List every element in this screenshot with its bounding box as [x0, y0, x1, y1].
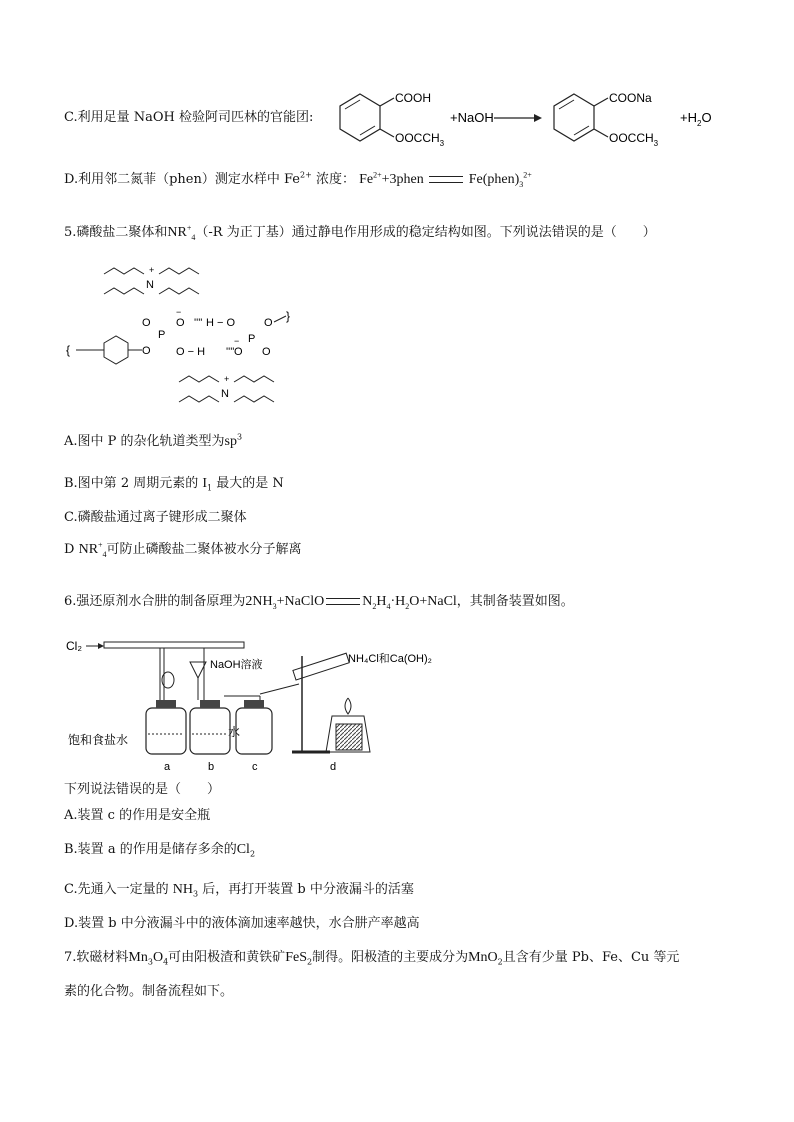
- q6-option-d: D.装置 b 中分液漏斗中的液体滴加速率越快，水合肼产率越高: [64, 916, 420, 931]
- o-double-right: O: [262, 346, 271, 358]
- apparatus-diagram: [64, 636, 484, 776]
- naoh-label: NaOH溶液: [210, 659, 263, 671]
- option-d-label2: 浓度：: [315, 172, 355, 187]
- cooh-group: COOH: [395, 91, 431, 105]
- q5-option-d: D $NR^+_4$可防止磷酸盐二聚体被水分子解离: [64, 540, 302, 559]
- nr4-formula: $NR^+_4$: [167, 223, 196, 242]
- q5-stem-b: （-R 为正丁基）通过静电作用形成的稳定结构如图。下列说法错误的是（ ）: [195, 225, 656, 240]
- q5-stem-a: 5.磷酸盐二聚体和: [64, 225, 168, 240]
- o-double-left: O: [142, 317, 151, 329]
- label-b: b: [208, 761, 215, 773]
- fe-charge: 2+: [300, 170, 312, 180]
- plus-water: $+H_2O$: [680, 110, 712, 128]
- phen-equation: $Fe^{2+}+3phen$ $Fe(phen)_3^{2+}$: [359, 170, 532, 189]
- plus-naoh: +NaOH: [450, 110, 494, 125]
- aspirin-reaction-diagram: [322, 82, 722, 152]
- equals-sign: [429, 176, 463, 183]
- q7-stem-line1: 7.软磁材料$Mn_3O_4$可由阳极渣和黄铁矿FeS$_2$制得。阳极渣的主要成分为MnO$_2$且含有少量 Pb、Fe、Cu 等元: [64, 950, 680, 967]
- bottle-a: [146, 708, 186, 754]
- hydrazine-equation: $2NH_3+NaClO$ $N_2H_4\cdot H_2O+NaCl$: [245, 594, 457, 611]
- p-left: P: [158, 329, 166, 341]
- q5-stem: [64, 223, 656, 243]
- reagents-label: NH₄Cl和Ca(OH)₂: [348, 653, 432, 665]
- minus-right: −: [234, 336, 240, 346]
- q5-option-a: A.图中 P 的杂化轨道类型为$sp^3$: [64, 432, 243, 449]
- q5-option-b: B.图中第 2 周期元素的 $I_1$ 最大的是 N: [64, 476, 284, 493]
- equals-sign-q6: [326, 598, 360, 605]
- q6-option-a: A.装置 c 的作用是安全瓶: [64, 808, 211, 823]
- coona-group: COONa: [609, 91, 652, 105]
- benzene-ring-reactant: [340, 94, 380, 141]
- q7-stem-line2: 素的化合物。制备流程如下。: [64, 984, 234, 999]
- label-a: a: [164, 761, 171, 773]
- plus-top: +: [149, 265, 155, 275]
- p-right: P: [248, 333, 256, 345]
- q6-question: 下列说法错误的是（ ）: [64, 782, 221, 797]
- option-d-label: D.利用邻二氮菲（phen）测定水样中 Fe: [64, 172, 300, 187]
- q6-stem: 6.强还原剂水合肼的制备原理为$2NH_3+NaClO$ $N_2H_4\cdot H_2O+NaCl$，其制备装置如图。: [64, 594, 574, 611]
- minus-left: −: [176, 307, 182, 317]
- q6-option-b: B.装置 a 的作用是储存多余的$Cl_2$: [64, 842, 256, 859]
- q5-option-c: C.磷酸盐通过离子键形成二聚体: [64, 510, 247, 525]
- saltwater-label: 饱和食盐水: [68, 733, 129, 747]
- hbond-bottom: '''': [226, 346, 235, 358]
- oocch3-group: $OOCCH_3$: [395, 131, 445, 148]
- n-bottom: N: [221, 388, 229, 400]
- bottle-b: [190, 708, 230, 754]
- oocch3-group-product: $OOCCH_3$: [609, 131, 659, 148]
- o-h-left: O − H: [176, 346, 206, 358]
- option-d-text: [64, 170, 532, 190]
- bottle-c: [236, 708, 272, 754]
- o-ring: O: [142, 345, 151, 357]
- water-label: 水: [228, 725, 241, 739]
- o-chain-right: O: [264, 317, 273, 329]
- q6-option-c: C.先通入一定量的 $NH_3$ 后，再打开装置 b 中分液漏斗的活塞: [64, 882, 414, 899]
- option-c-text: [64, 108, 313, 128]
- phenyl-ring: [104, 336, 128, 364]
- n-top: N: [146, 279, 154, 291]
- plus-bottom: +: [224, 374, 230, 384]
- h-o-right: H − O: [206, 317, 236, 329]
- o-minus-right: O: [234, 346, 243, 358]
- o-minus-left: O: [176, 317, 185, 329]
- benzene-ring-product: [554, 94, 594, 141]
- nr4-formula-d: $NR^+_4$: [78, 540, 107, 559]
- label-c: c: [252, 761, 258, 773]
- phosphate-dimer-structure: [64, 258, 324, 418]
- cl2-label: Cl₂: [66, 639, 82, 653]
- wavy-left: {: [66, 343, 71, 357]
- option-c-label: C.利用足量 NaOH 检验阿司匹林的官能团:: [64, 110, 314, 125]
- wavy-right: }: [286, 309, 291, 323]
- label-d: d: [330, 761, 337, 773]
- hbond-top: '''': [194, 317, 203, 329]
